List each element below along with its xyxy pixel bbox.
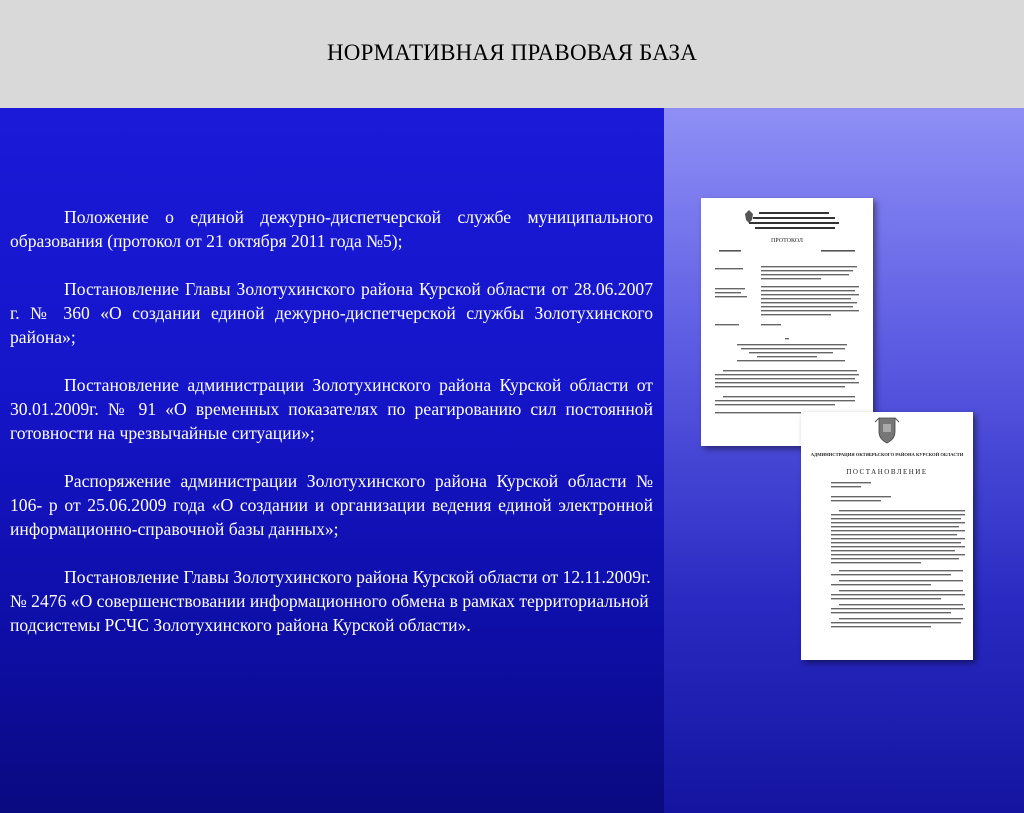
protocol-document-image [701,198,873,446]
regulation-item: Постановление администрации Золотухинского района Курской области от 30.01.2009г. № 91 «О временных показателях по реагированию сил постоянной готовности на чрезвычайные ситуации»; [10,375,653,443]
decree-document-image [801,412,973,660]
regulations-list [10,205,653,661]
coat-of-arms-icon [875,418,899,443]
header-bar [0,0,1024,108]
regulation-item: Положение о единой дежурно-диспетчерской службе муниципального образования (протокол от 21 октября 2011 года №5); [10,207,653,251]
regulation-item: Распоряжение администрации Золотухинского района Курской области № 106- р от 25.06.2009 года «О создании и организации ведения единой электронной информационно-справочной базы данных»; [10,471,653,539]
page-title: НОРМАТИВНАЯ ПРАВОВАЯ БАЗА [326,40,698,65]
decree-heading: ПОСТАНОВЛЕНИЕ [846,468,928,476]
protocol-heading: ПРОТОКОЛ [771,238,803,244]
decree-org: АДМИНИСТРАЦИЯ ОКТЯБРЬСКОГО РАЙОНА КУРСКОЙ ОБЛАСТИ [810,452,964,457]
regulation-item: Постановление Главы Золотухинского района Курской области от 12.11.2009г. № 2476 «О совершенствовании информационного обмена в рамках территориальной подсистемы РСЧС Золотухинского района Курской области». [10,567,651,635]
regulation-item: Постановление Главы Золотухинского района Курской области от 28.06.2007 г. № 360 «О создании единой дежурно-диспетчерской службы Золотухинского района»; [10,279,653,347]
coat-of-arms-icon [745,210,753,223]
